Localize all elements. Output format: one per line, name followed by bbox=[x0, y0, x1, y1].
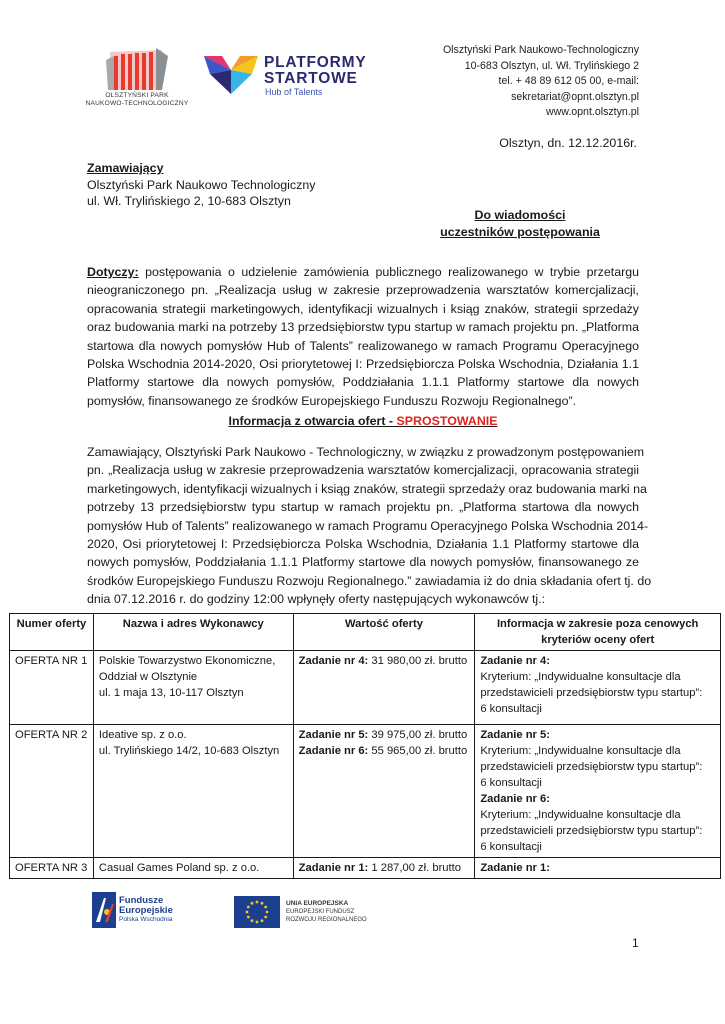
dotyczy-line: opracowania strategii marketingowych, identyfikacji wizualnych i ksiąg znaków, strategii sprzedaży bbox=[87, 301, 639, 316]
value-cell bbox=[293, 725, 475, 858]
value-cell bbox=[293, 651, 475, 725]
value-task: Zadanie nr 4: bbox=[298, 655, 369, 667]
criteria-task: Zadanie nr 1: bbox=[480, 862, 550, 874]
value-cell bbox=[293, 858, 475, 879]
info-heading-highlight: SPROSTOWANIE bbox=[396, 414, 498, 428]
fe-logo-line1: Fundusze bbox=[119, 895, 164, 906]
value-amount: 1 287,00 zł. brutto bbox=[368, 862, 461, 874]
body-line: pn. „Realizacja usług w zakresie przeprowadzenia warsztatów komercjalizacji, opracowania strategii bbox=[87, 463, 639, 478]
contractor-line: Oddział w Olsztynie bbox=[98, 671, 198, 683]
platformy-logo-tagline: Hub of Talents bbox=[265, 87, 323, 97]
dotyczy-line: postępowania o udzielenie zamówienia publicznego realizowanego w trybie przetargu bbox=[145, 265, 639, 279]
offer-number: OFERTA NR 2 bbox=[10, 725, 94, 858]
dotyczy-line: nieograniczonego pn. „Realizacja usług w zakresie przeprowadzenia warsztatów komercjalizacji, bbox=[87, 283, 639, 298]
value-amount: 39 975,00 zł. brutto bbox=[368, 729, 468, 741]
table-header-row bbox=[10, 614, 721, 651]
page-number: 1 bbox=[632, 936, 639, 950]
body-line: nowych pomysłów, Poddziałania 1.1.1 Platformy startowe dla nowych pomysłów, finansowanego ze bbox=[87, 555, 639, 570]
platformy-logo-line2: STARTOWE bbox=[264, 70, 358, 87]
contractor-cell bbox=[93, 725, 293, 858]
zamawiajacy-block bbox=[87, 160, 315, 210]
body-line: marketingowych, identyfikacji wizualnych i ksiąg znaków, strategii sprzedaży oraz budowania marki na bbox=[87, 481, 647, 496]
platformy-startowe-logo bbox=[200, 48, 380, 106]
address-line: tel. + 48 89 612 05 00, e-mail: bbox=[498, 75, 639, 88]
body-line: potrzeby 13 przedsiębiorstw typu startup w ramach projektu pn. „Platforma startowa dla nowych bbox=[87, 500, 639, 515]
criteria-task: Zadanie nr 5: bbox=[480, 729, 550, 741]
value-task: Zadanie nr 1: bbox=[298, 862, 369, 874]
criteria-line: 6 konsultacji bbox=[480, 841, 542, 853]
body-line: 2020, Osi priorytetowej I: Przedsiębiorcza Polska Wschodnia, Działania 1.1 Platformy startowe dla bbox=[87, 537, 639, 552]
address-block bbox=[443, 43, 639, 121]
opnt-logo bbox=[84, 42, 194, 112]
dotyczy-line: Platformy startowe dla nowych pomysłów, Poddziałania 1.1.1 Platformy startowe dla nowych bbox=[87, 375, 639, 390]
value-line bbox=[299, 860, 470, 876]
date-line: Olsztyn, dn. 12.12.2016r. bbox=[499, 136, 637, 150]
criteria-cell bbox=[475, 858, 721, 879]
recipient-line1: Do wiadomości bbox=[474, 208, 566, 222]
address-line: 10-683 Olsztyn, ul. Wł. Trylińskiego 2 bbox=[464, 59, 639, 72]
dotyczy-line: startowa dla nowych pomysłów Hub of Talents” realizowanego w ramach Programu Operacyjnego bbox=[87, 338, 639, 353]
dotyczy-label: Dotyczy: bbox=[87, 265, 139, 279]
zamawiajacy-line: ul. Wł. Trylińskiego 2, 10-683 Olsztyn bbox=[87, 194, 291, 208]
fe-logo-line3: Polska Wschodnia bbox=[119, 916, 173, 923]
address-email[interactable]: sekretariat@opnt.olsztyn.pl bbox=[511, 90, 639, 103]
value-line bbox=[299, 653, 470, 669]
contractor-line: Casual Games Poland sp. z o.o. bbox=[98, 862, 260, 874]
address-line: Olsztyński Park Naukowo-Technologiczny bbox=[442, 44, 639, 56]
eu-flag-logo bbox=[234, 896, 384, 932]
contractor-line: ul. Trylińskiego 14/2, 10-683 Olsztyn bbox=[98, 745, 280, 757]
ue-logo-line3: ROZWOJU REGIONALNEGO bbox=[286, 917, 367, 923]
contractor-cell bbox=[93, 651, 293, 725]
platformy-logo-line1: PLATFORMY bbox=[264, 54, 367, 71]
header-contractor: Nazwa i adres Wykonawcy bbox=[93, 614, 293, 651]
criteria-cell bbox=[475, 725, 721, 858]
criteria-cell bbox=[475, 651, 721, 725]
fundusze-europejskie-logo bbox=[92, 892, 192, 932]
value-amount: 55 965,00 zł. brutto bbox=[368, 745, 468, 757]
eu-flag-icon bbox=[234, 896, 280, 928]
ue-logo-line1: UNIA EUROPEJSKA bbox=[286, 900, 349, 907]
criteria-line: Kryterium: „Indywidualne konsultacje dla bbox=[480, 745, 681, 757]
value-task: Zadanie nr 5: bbox=[298, 729, 369, 741]
dotyczy-paragraph bbox=[87, 263, 639, 410]
criteria-line: przedstawicieli przedsiębiorstw typu startup”: bbox=[480, 761, 703, 773]
fe-logo-icon bbox=[92, 892, 116, 928]
info-heading-main: Informacja z otwarcia ofert - bbox=[228, 414, 397, 428]
criteria-task: Zadanie nr 4: bbox=[480, 655, 550, 667]
zamawiajacy-line: Olsztyński Park Naukowo Technologiczny bbox=[87, 177, 316, 192]
body-line: pomysłów Hub of Talents” realizowanego w ramach Programu Operacyjnego Polska Wschodnia 2014- bbox=[87, 518, 649, 533]
contractor-line: Polskie Towarzystwo Ekonomiczne, bbox=[98, 655, 276, 667]
body-line: dnia 07.12.2016 r. do godziny 12:00 wpłynęły oferty następujących wykonawców tj.: bbox=[87, 592, 546, 607]
offer-number: OFERTA NR 3 bbox=[10, 858, 94, 879]
offers-table bbox=[9, 613, 721, 879]
header-offer-number: Numer oferty bbox=[10, 614, 94, 651]
criteria-line: przedstawicieli przedsiębiorstw typu startup”: bbox=[480, 687, 703, 699]
dotyczy-line: oraz budowania marki na potrzeby 13 przedsiębiorstw typu startup w ramach projektu pn. „Platforma bbox=[87, 320, 639, 335]
contractor-line: Ideative sp. z o.o. bbox=[98, 729, 187, 741]
zamawiajacy-label: Zamawiający bbox=[87, 161, 164, 175]
value-amount: 31 980,00 zł. brutto bbox=[368, 655, 468, 667]
recipient-line2: uczestników postępowania bbox=[440, 225, 600, 239]
table-row bbox=[10, 858, 721, 879]
value-line bbox=[299, 727, 470, 743]
header-criteria: Informacja w zakresie poza cenowych kryteriów oceny ofert bbox=[475, 614, 721, 651]
value-task: Zadanie nr 6: bbox=[298, 745, 369, 757]
contractor-cell bbox=[93, 858, 293, 879]
opnt-logo-line1: OLSZTYŃSKI PARK bbox=[105, 92, 169, 99]
criteria-line: 6 konsultacji bbox=[480, 777, 542, 789]
body-line: środków Europejskiego Funduszu Rozwoju Regionalnego.” zawiadamia iż do dnia składania ofert tj. do bbox=[87, 573, 652, 588]
dotyczy-line: Polska Wschodnia 2014-2020, Osi priorytetowej I: Przedsiębiorcza Polska Wschodnia, Działania 1.1 bbox=[87, 357, 639, 372]
body-line: Zamawiający, Olsztyński Park Naukowo - Technologiczny, w związku z prowadzonym postępowaniem bbox=[87, 445, 645, 459]
offer-number: OFERTA NR 1 bbox=[10, 651, 94, 725]
platformy-logo-icon bbox=[200, 48, 262, 106]
criteria-line: 6 konsultacji bbox=[480, 703, 542, 715]
criteria-task: Zadanie nr 6: bbox=[480, 793, 550, 805]
criteria-line: Kryterium: „Indywidualne konsultacje dla bbox=[480, 671, 681, 683]
body-paragraph bbox=[87, 443, 652, 609]
dotyczy-line: pomysłów, finansowanego ze środków Europejskiego Funduszu Rozwoju Regionalnego”. bbox=[87, 393, 577, 408]
value-line bbox=[299, 743, 470, 759]
ue-logo-line2: EUROPEJSKI FUNDUSZ bbox=[286, 909, 355, 915]
opnt-logo-line2: NAUKOWO-TECHNOLOGICZNY bbox=[85, 100, 189, 107]
contractor-line: ul. 1 maja 13, 10-117 Olsztyn bbox=[98, 687, 244, 699]
recipient-block bbox=[440, 207, 600, 241]
criteria-line: Kryterium: „Indywidualne konsultacje dla bbox=[480, 809, 681, 821]
criteria-line: przedstawicieli przedsiębiorstw typu startup”: bbox=[480, 825, 703, 837]
table-row bbox=[10, 725, 721, 858]
info-heading bbox=[87, 414, 639, 428]
header-offer-value: Wartość oferty bbox=[293, 614, 475, 651]
table-row bbox=[10, 651, 721, 725]
address-website[interactable]: www.opnt.olsztyn.pl bbox=[545, 106, 639, 119]
opnt-logo-graphic bbox=[84, 42, 194, 92]
fe-logo-line2: Europejskie bbox=[119, 905, 173, 916]
